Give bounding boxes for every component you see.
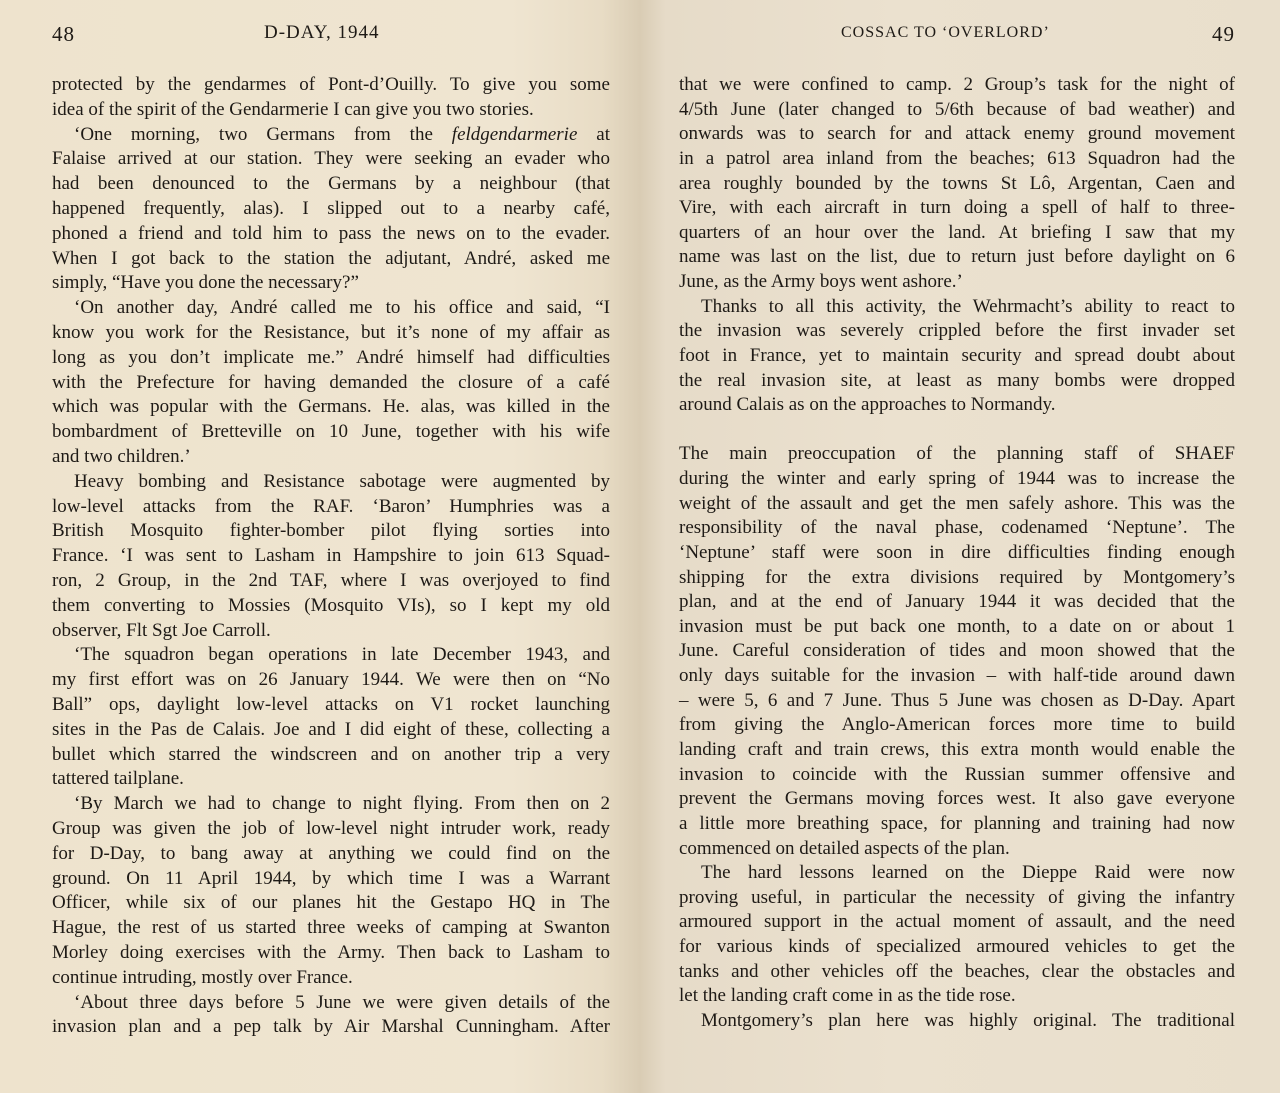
text-line: Falaise arrived at our station. They were seeking an evader who — [52, 148, 610, 170]
text-line: bullet which starred the windscreen and on another trip a very — [52, 743, 610, 765]
text-line: Hague, the rest of us started three weeks of camping at Swanton — [52, 917, 610, 939]
running-head: COSSAC TO ‘OVERLORD’ — [841, 24, 1050, 41]
text-line: commenced on detailed aspects of the plan. — [679, 837, 1010, 859]
text-line: armoured support in the actual moment of assault, and the need — [679, 911, 1235, 933]
italic-term: feldgendarmerie — [451, 123, 578, 145]
text-line: simply, “Have you done the necessary?” — [52, 272, 359, 294]
text-line: – were 5, 6 and 7 June. Thus 5 June was chosen as D-Day. Apart — [679, 689, 1235, 711]
text-line: ‘On another day, André called me to his office and said, “I — [74, 297, 610, 319]
text-line: the invasion was severely crippled before the first invader set — [679, 320, 1235, 342]
text-line: happened frequently, alas). I slipped out to a nearby café, — [52, 198, 610, 219]
text-line: my first effort was on 26 January 1944. We were then on “No — [52, 669, 610, 691]
text-line: protected by the gendarmes of Pont-d’Ouilly. To give you some — [52, 74, 610, 95]
text-line — [52, 123, 610, 147]
text-line: June, as the Army boys went ashore.’ — [679, 271, 963, 293]
text-line: ‘The squadron began operations in late December 1943, and — [74, 644, 610, 666]
text-line: in a patrol area inland from the beaches; 613 Squadron had the — [679, 147, 1235, 169]
text-segment: ‘One morning, two Germans from the — [74, 123, 452, 145]
text-line: during the winter and early spring of 1944 was to increase the — [679, 468, 1235, 490]
text-line: name was last on the list, due to return just before daylight on 6 — [679, 246, 1235, 268]
text-line: and two children.’ — [52, 446, 191, 467]
text-line: The main preoccupation of the planning staff of SHAEF — [679, 443, 1235, 465]
text-line: had been denounced to the Germans by a neighbour (that — [52, 173, 610, 195]
text-line: invasion plan and a pep talk by Air Marshal Cunningham. After — [52, 1016, 610, 1038]
text-line: 4/5th June (later changed to 5/6th because of bad weather) and — [679, 98, 1235, 120]
text-line: proving useful, in particular the necessity of giving the infantry — [679, 886, 1235, 908]
text-line: a little more breathing space, for planning and training had now — [679, 812, 1235, 834]
text-line: The hard lessons learned on the Dieppe Raid were now — [701, 862, 1235, 884]
text-line: Thanks to all this activity, the Wehrmacht’s ability to react to — [701, 295, 1235, 317]
page-number: 49 — [1212, 22, 1235, 46]
text-line: with the Prefecture for having demanded the closure of a café — [52, 371, 610, 393]
text-line: plan, and at the end of January 1944 it was decided that the — [679, 591, 1235, 613]
text-line: ‘By March we had to change to night flying. From then on 2 — [74, 793, 610, 815]
text-line: ‘Neptune’ staff were soon in dire difficulties finding enough — [679, 541, 1235, 563]
text-line: Montgomery’s plan here was highly original. The traditional — [701, 1009, 1235, 1031]
text-line: weight of the assault and get the men safely ashore. This was the — [679, 492, 1235, 514]
text-line: for D-Day, to bang away at anything we could find on the — [52, 842, 610, 864]
text-line: which was popular with the Germans. He. alas, was killed in the — [52, 396, 610, 418]
text-line: that we were confined to camp. 2 Group’s task for the night of — [679, 74, 1235, 95]
text-line: the real invasion site, at least as many bombs were dropped — [679, 369, 1235, 391]
text-line: for various kinds of specialized armoured vehicles to get the — [679, 936, 1235, 958]
text-line: low-level attacks from the RAF. ‘Baron’ Humphries was a — [52, 495, 610, 517]
left-page — [52, 0, 610, 1093]
text-line: sites in the Pas de Calais. Joe and I did eight of these, collecting a — [52, 718, 610, 740]
text-line: Ball” ops, daylight low-level attacks on V1 rocket launching — [52, 694, 610, 715]
text-line: shipping for the extra divisions required by Montgomery’s — [679, 566, 1235, 588]
text-line: idea of the spirit of the Gendarmerie I can give you two stories. — [52, 98, 534, 120]
text-line: Group was given the job of low-level night intruder work, ready — [52, 818, 610, 839]
text-line: bombardment of Bretteville on 10 June, together with his wife — [52, 421, 610, 443]
text-line: foot in France, yet to maintain security and spread doubt about — [679, 344, 1235, 366]
text-line: landing craft and train crews, this extra month would enable the — [679, 739, 1235, 760]
text-line: ron, 2 Group, in the 2nd TAF, where I was overjoyed to find — [52, 570, 610, 591]
right-page — [679, 0, 1235, 1093]
text-line: phoned a friend and told him to pass the news on to the evader. — [52, 222, 610, 244]
text-line: tattered tailplane. — [52, 768, 184, 790]
text-line: observer, Flt Sgt Joe Carroll. — [52, 619, 271, 641]
text-line: When I got back to the station the adjutant, André, asked me — [52, 247, 610, 269]
text-line: continue intruding, mostly over France. — [52, 966, 353, 988]
text-line: Morley doing exercises with the Army. Then back to Lasham to — [52, 942, 610, 963]
text-line: responsibility of the naval phase, codenamed ‘Neptune’. The — [679, 517, 1235, 539]
text-line: France. ‘I was sent to Lasham in Hampshire to join 613 Squad- — [52, 545, 610, 567]
text-line: know you work for the Resistance, but it’s none of my affair as — [52, 322, 610, 343]
text-segment: at — [577, 123, 610, 145]
text-line: Heavy bombing and Resistance sabotage were augmented by — [74, 470, 610, 492]
text-line: around Calais as on the approaches to Normandy. — [679, 394, 1056, 416]
text-line: area roughly bounded by the towns St Lô, Argentan, Caen and — [679, 172, 1235, 194]
page-number: 48 — [52, 22, 75, 46]
text-line: June. Careful consideration of tides and moon showed that the — [679, 640, 1235, 662]
text-line: tanks and other vehicles off the beaches, clear the obstacles and — [679, 960, 1235, 982]
text-line: only days suitable for the invasion – with half-tide around dawn — [679, 665, 1235, 687]
text-line: ground. On 11 April 1944, by which time I was a Warrant — [52, 867, 610, 889]
text-line: long as you don’t implicate me.” André himself had difficulties — [52, 346, 610, 368]
text-line: from giving the Anglo-American forces more time to build — [679, 714, 1235, 736]
text-line: prevent the Germans moving forces west. It also gave everyone — [679, 788, 1235, 810]
text-line: quarters of an hour over the land. At briefing I saw that my — [679, 221, 1235, 243]
text-line: British Mosquito fighter-bomber pilot flying sorties into — [52, 520, 610, 542]
running-head: D-DAY, 1944 — [264, 22, 380, 43]
text-line: Vire, with each aircraft in turn doing a spell of half to three- — [679, 197, 1235, 219]
text-line: onwards was to search for and attack enemy ground movement — [679, 123, 1235, 145]
text-line: invasion to coincide with the Russian summer offensive and — [679, 763, 1235, 785]
text-line: invasion must be put back one month, to a date on or about 1 — [679, 615, 1235, 637]
text-line: them converting to Mossies (Mosquito VIs), so I kept my old — [52, 594, 610, 616]
text-line: Officer, while six of our planes hit the Gestapo HQ in The — [52, 892, 610, 914]
text-line: let the landing craft come in as the tide rose. — [679, 985, 1016, 1007]
text-line: ‘About three days before 5 June we were given details of the — [74, 991, 610, 1013]
